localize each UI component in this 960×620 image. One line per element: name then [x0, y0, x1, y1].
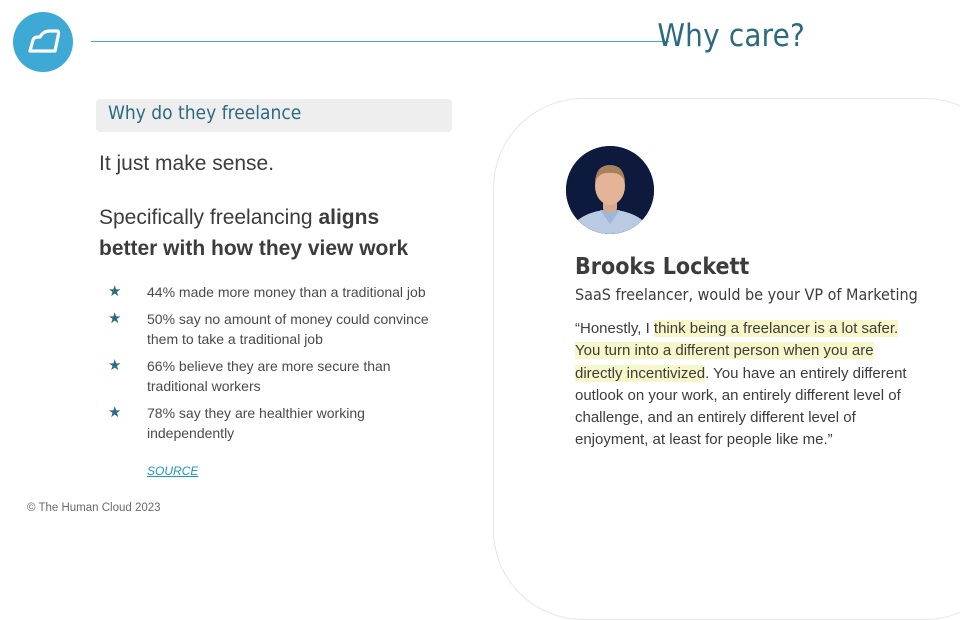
quote-highlight: think being a freelancer is a lot safer. You turn into a different person when you are directly incentivized: [575, 320, 899, 382]
stat-text: 44% made more money than a traditional job: [147, 284, 426, 300]
section-label: Why do they freelance: [96, 99, 452, 132]
list-item: [108, 282, 448, 302]
lead-text: It just make sense.: [99, 152, 275, 175]
quote-end: . You have an entirely different outlook on your work, an entirely different level of challenge, and an entirely different level of enjoyment, at least for people like me.”: [575, 364, 907, 449]
star-icon: ★: [108, 310, 122, 327]
lead2-prefix: Specifically freelancing: [99, 206, 319, 229]
source-link[interactable]: SOURCE: [147, 464, 199, 478]
testimonial-quote: [575, 318, 915, 452]
cloud-icon: [24, 27, 62, 57]
company-logo: [13, 12, 73, 72]
list-item: [108, 309, 448, 349]
stats-list: [108, 282, 448, 450]
person-name: Brooks Lockett: [575, 254, 750, 280]
header-divider: [91, 41, 669, 42]
star-icon: ★: [108, 283, 122, 300]
lead2-bold: aligns better with how they view work: [99, 206, 409, 260]
person-role: SaaS freelancer, would be your VP of Marketing: [575, 285, 918, 304]
star-icon: ★: [108, 357, 122, 374]
star-icon: ★: [108, 404, 122, 421]
page-title: Why care?: [657, 18, 805, 54]
person-photo: [566, 146, 654, 234]
stat-text: 66% believe they are more secure than traditional workers: [147, 358, 391, 394]
stat-text: 50% say no amount of money could convince them to take a traditional job: [147, 311, 429, 347]
lead-text-secondary: [99, 202, 439, 264]
avatar: [566, 146, 654, 234]
quote-start: “Honestly, I: [575, 320, 654, 337]
list-item: [108, 356, 448, 396]
copyright: © The Human Cloud 2023: [27, 502, 161, 514]
list-item: [108, 403, 448, 443]
stat-text: 78% say they are healthier working independently: [147, 405, 365, 441]
